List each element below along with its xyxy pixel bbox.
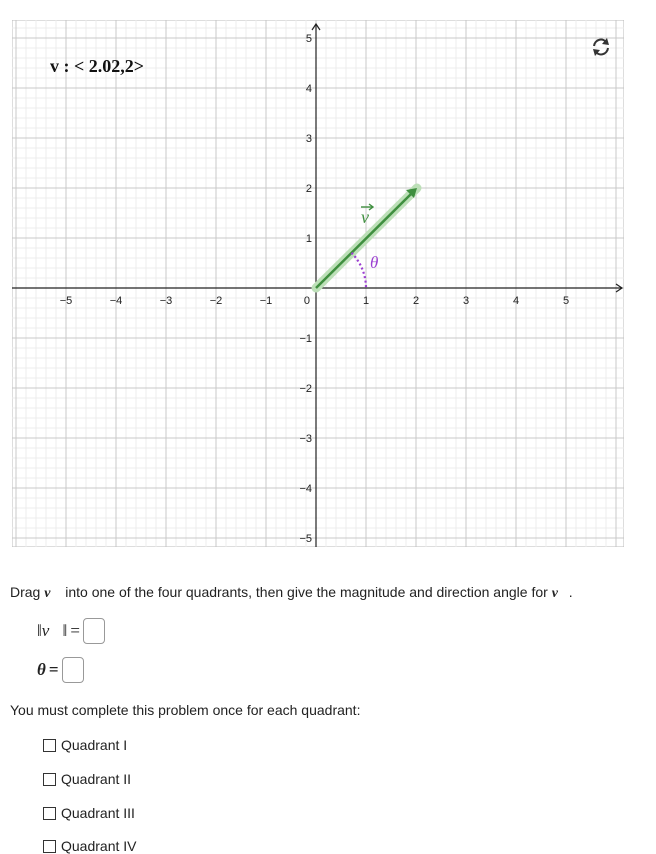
prompt-vector-symbol-2: v⃗ bbox=[551, 586, 569, 601]
prompt-vector-symbol: v⃗ bbox=[44, 586, 62, 601]
x-tick-label: 0 bbox=[303, 295, 310, 307]
y-tick-label: 3 bbox=[305, 133, 312, 145]
quadrant-4-option[interactable]: Quadrant IV bbox=[43, 838, 137, 854]
problem-prompt bbox=[10, 584, 573, 602]
quadrant-2-checkbox[interactable] bbox=[43, 773, 56, 786]
quadrant-3-checkbox[interactable] bbox=[43, 807, 56, 820]
y-tick-label: 4 bbox=[305, 83, 312, 95]
prompt-end: . bbox=[568, 584, 573, 600]
x-tick-label: −3 bbox=[159, 295, 173, 307]
angle-theta-label: θ bbox=[370, 253, 379, 272]
x-tick-label: −1 bbox=[259, 295, 273, 307]
y-tick-label: −3 bbox=[299, 433, 312, 445]
quadrant-2-option[interactable]: Quadrant II bbox=[43, 771, 131, 787]
coordinate-graph[interactable] bbox=[12, 20, 624, 547]
x-tick-label: −5 bbox=[59, 295, 73, 307]
angle-input[interactable] bbox=[62, 657, 84, 683]
instructions: You must complete this problem once for each quadrant: bbox=[10, 702, 361, 718]
x-tick-label: 2 bbox=[412, 295, 420, 307]
x-tick-label: −2 bbox=[209, 295, 223, 307]
y-tick-label: 1 bbox=[305, 233, 312, 245]
vector-name-label: v bbox=[361, 207, 369, 227]
x-tick-label: 4 bbox=[512, 295, 520, 307]
magnitude-label: ‖v⃗‖ = bbox=[37, 621, 80, 640]
x-tick-label: 1 bbox=[362, 295, 370, 307]
prompt-text-after: into one of the four quadrants, then give the magnitude and direction angle for bbox=[61, 584, 552, 600]
vector-label: v : < 2.02,2> bbox=[50, 56, 145, 76]
x-tick-label: −4 bbox=[109, 295, 123, 307]
prompt-text-before: Drag bbox=[10, 584, 45, 600]
angle-row bbox=[37, 657, 84, 683]
reset-icon[interactable] bbox=[588, 34, 614, 60]
magnitude-input[interactable] bbox=[83, 618, 105, 644]
x-tick-label: 5 bbox=[562, 295, 570, 307]
angle-label: θ = bbox=[37, 660, 59, 679]
x-tick-label: 3 bbox=[462, 295, 470, 307]
y-tick-label: −1 bbox=[299, 333, 312, 345]
y-tick-label: 2 bbox=[305, 183, 312, 195]
y-tick-label: 5 bbox=[305, 33, 312, 45]
y-tick-label: −2 bbox=[299, 383, 312, 395]
quadrant-1-option[interactable]: Quadrant I bbox=[43, 737, 127, 753]
quadrant-3-option[interactable]: Quadrant III bbox=[43, 805, 135, 821]
magnitude-row bbox=[37, 618, 105, 644]
quadrant-1-checkbox[interactable] bbox=[43, 739, 56, 752]
quadrant-4-checkbox[interactable] bbox=[43, 840, 56, 853]
y-tick-label: −5 bbox=[299, 533, 312, 545]
y-tick-label: −4 bbox=[299, 483, 312, 495]
